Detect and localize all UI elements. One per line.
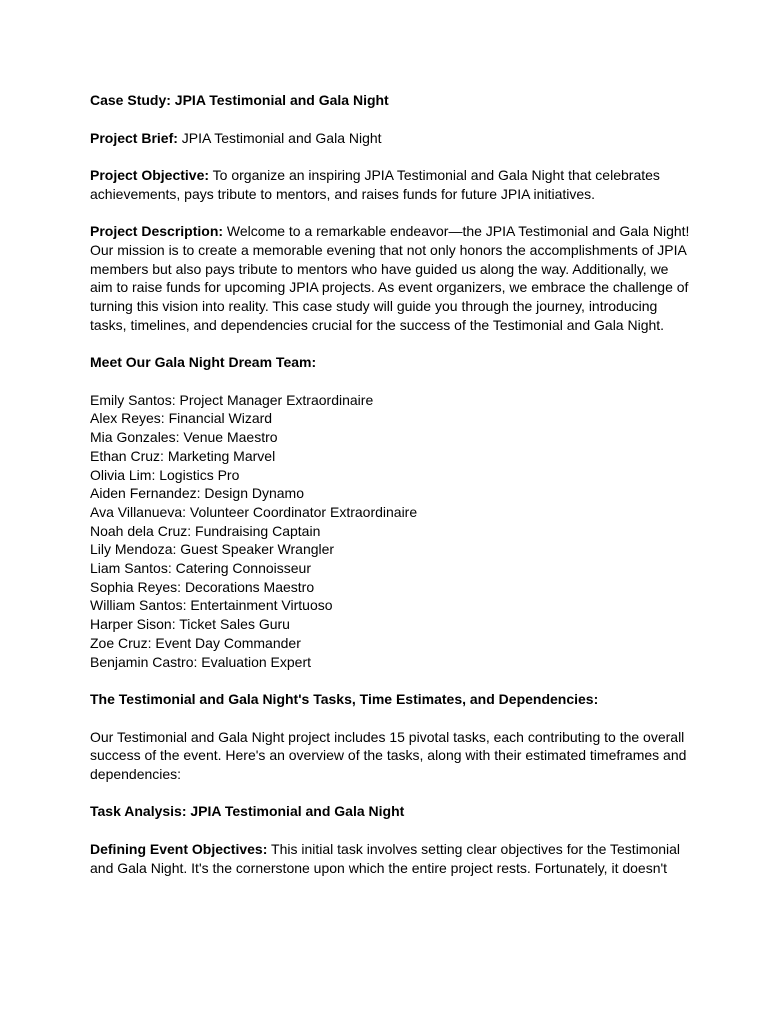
list-item: Alex Reyes: Financial Wizard — [90, 410, 273, 427]
list-item: Zoe Cruz: Event Day Commander — [90, 634, 301, 651]
list-item: Ethan Cruz: Marketing Marvel — [90, 447, 276, 464]
team-list — [90, 391, 690, 672]
list-item: Harper Sison: Ticket Sales Guru — [90, 616, 290, 633]
document-body — [90, 91, 690, 896]
list-item: Sophia Reyes: Decorations Maestro — [90, 578, 315, 595]
project-description-label: Project Description: — [90, 223, 224, 240]
list-item: Lily Mendoza: Guest Speaker Wrangler — [90, 541, 335, 558]
project-brief-label: Project Brief: — [90, 129, 178, 146]
document-title: Case Study: JPIA Testimonial and Gala Night — [90, 92, 389, 108]
defining-objectives-text: This initial task involves setting clear objectives for the Testimonial and Gala Night. It's the cornerstone upon which the entire project rests. Fortunately, it doesn't — [90, 840, 681, 876]
project-brief-paragraph — [90, 129, 690, 148]
tasks-intro-paragraph: Our Testimonial and Gala Night project includes 15 pivotal tasks, each contributing to the overall success of the event. Here's an overview of the tasks, along with their estimated timeframes and dependencies: — [90, 728, 687, 782]
list-item: Benjamin Castro: Evaluation Expert — [90, 653, 311, 670]
project-brief-text: JPIA Testimonial and Gala Night — [177, 129, 382, 146]
list-item: Mia Gonzales: Venue Maestro — [90, 429, 278, 446]
tasks-heading: The Testimonial and Gala Night's Tasks, Time Estimates, and Dependencies: — [90, 691, 599, 708]
project-description-paragraph — [90, 222, 690, 334]
defining-objectives-paragraph — [90, 840, 690, 877]
team-heading: Meet Our Gala Night Dream Team: — [90, 354, 317, 371]
list-item: Olivia Lim: Logistics Pro — [90, 466, 240, 483]
list-item: Ava Villanueva: Volunteer Coordinator Extraordinaire — [90, 503, 418, 520]
list-item: Noah dela Cruz: Fundraising Captain — [90, 522, 321, 539]
list-item: William Santos: Entertainment Virtuoso — [90, 597, 333, 614]
list-item: Liam Santos: Catering Connoisseur — [90, 560, 312, 577]
list-item: Emily Santos: Project Manager Extraordinaire — [90, 391, 374, 408]
task-analysis-heading: Task Analysis: JPIA Testimonial and Gala Night — [90, 803, 405, 820]
project-objective-text: To organize an inspiring JPIA Testimonial and Gala Night that celebrates achievements, pays tribute to mentors, and raises funds for future JPIA initiatives. — [90, 167, 660, 202]
list-item: Aiden Fernandez: Design Dynamo — [90, 485, 305, 502]
project-description-text: Welcome to a remarkable endeavor—the JPIA Testimonial and Gala Night! Our mission is to create a memorable evening that not only honors the accomplishments of JPIA members but also pays tribute to mentors who have guided us along the way. Additionally, we aim to raise funds for upcoming JPIA projects. As event organizers, we embrace the challenge of turning this vision into reality. This case study will guide you through the journey, introducing tasks, timelines, and dependencies crucial for the success of the Testimonial and Gala Night. — [90, 223, 690, 333]
project-objective-paragraph — [90, 166, 690, 203]
project-objective-label: Project Objective: — [90, 167, 210, 183]
defining-objectives-label: Defining Event Objectives: — [90, 840, 268, 857]
